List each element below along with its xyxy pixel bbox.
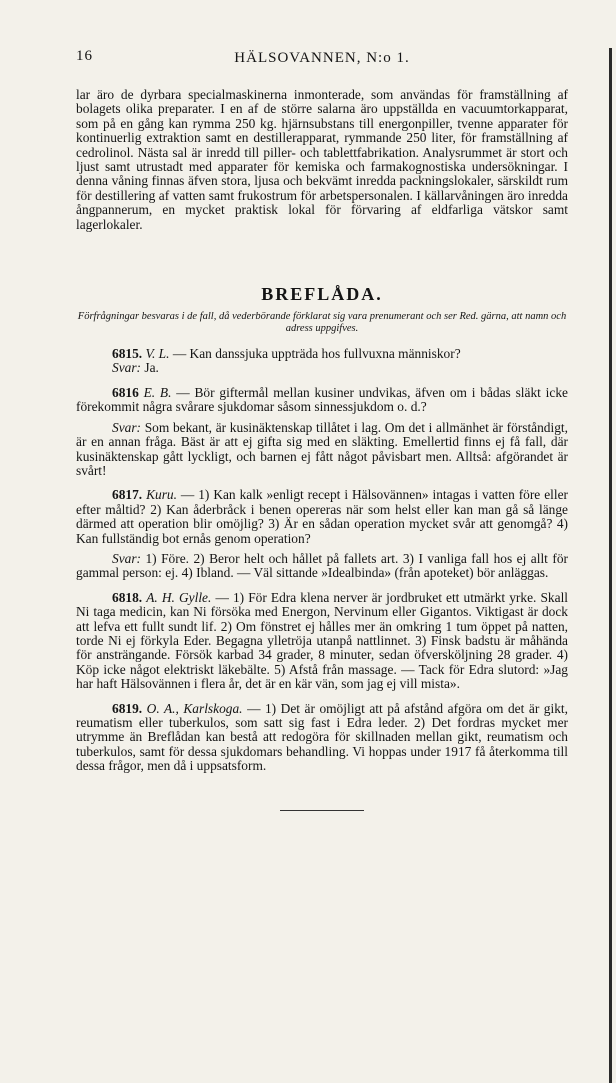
entry-question: — Kan danssjuka uppträda hos fullvuxna människor? bbox=[172, 346, 461, 362]
answer-label: Svar: bbox=[112, 360, 142, 376]
closing-rule bbox=[280, 810, 364, 811]
answer-label: Svar: bbox=[112, 419, 142, 435]
entry-6819 bbox=[76, 702, 568, 774]
entry-question: — 1) Det är omöjligt att på afstånd afgöra om det är gikt, reumatism eller tuberkulos, som satt sig fast i Edra leder. 2) Det fordras mycket mer utrymme än Breflådan kan bestå att redogöra för skillnaden mellan gikt, reumatism och tuberkulos, samt för dessa sjukdomars behandling. Vi hoppas under 1917 få återkomma till dessa frågor, men då i uppsatsform. bbox=[76, 700, 568, 774]
entry-question: — 1) Kan kalk »enligt recept i Hälsovännen» intagas i vatten före eller efter måltid? 2) Kan åderbråck i benen opereras när som helst eller kan man gå så länge därmed att operation blir omöjlig? 3) Är en sådan operation mycket svår att genomgå? 4) Kan fullständig bot ernås genom operation? bbox=[76, 487, 568, 546]
answer bbox=[76, 361, 568, 375]
question bbox=[76, 702, 568, 774]
entry-question: — Bör giftermål mellan kusiner undvikas, äfven om i bådas släkt icke förekommit några svårare sjukdomar såsom sinnessjukdom o. d.? bbox=[76, 384, 568, 415]
entry-name: A. H. Gylle. bbox=[146, 589, 212, 605]
entry-name: E. B. bbox=[143, 384, 172, 400]
question bbox=[76, 488, 568, 546]
entry-number: 6815. bbox=[112, 346, 143, 362]
question bbox=[76, 591, 568, 692]
entry-number: 6818. bbox=[112, 589, 143, 605]
entry-6815 bbox=[76, 347, 568, 376]
entry-6818 bbox=[76, 591, 568, 692]
page bbox=[0, 48, 616, 1083]
entry-name: V. L. bbox=[145, 346, 170, 362]
entry-number: 6817. bbox=[112, 487, 143, 503]
question bbox=[76, 347, 568, 361]
answer-text: Som bekant, är kusinäktenskap tillåtet i lag. Om det i allmänhet är förståndigt, är en annan fråga. Bäst är att ej gifta sig med en släkting. Emellertid finns ej få fall, där kusinäktenskap gått lyckligt, och barnen ej fått något påvisbart men. Alltså: afgörandet är svårt! bbox=[76, 419, 568, 478]
entry-number: 6816 bbox=[112, 384, 139, 400]
answer-label: Svar: bbox=[112, 550, 142, 566]
page-edge bbox=[609, 48, 612, 1083]
entry-name: O. A., Karlskoga. bbox=[146, 700, 243, 716]
entry-number: 6819. bbox=[112, 700, 143, 716]
section-notice: Förfrågningar besvaras i de fall, då vederbörande förklarat sig vara prenumerant och ser Red. gärna, att namn och adress uppgifves. bbox=[77, 311, 567, 335]
entry-6816 bbox=[76, 386, 568, 478]
entry-6817 bbox=[76, 488, 568, 580]
page-number: 16 bbox=[76, 48, 93, 64]
answer bbox=[76, 552, 568, 581]
answer-text: Ja. bbox=[144, 360, 159, 376]
entry-question: — 1) För Edra klena nerver är jordbruket ett utmärkt yrke. Skall Ni taga medicin, kan Ni försöka med Energon, Nervinum eller Gigantos. Viktigast är dock att lefva ett fullt sundt lif. 2) Om fönstret ej hålles mer än omkring 1 tum öppet på natten, torde Ni ej förkyla Eder. Begagna ylletröja utanpå nattlinnet. 3) Finsk badstu är måhända för ansträngande. Försök karbad 34 grader, 8 minuter, sedan öfversköljning 28 grader. 4) Köp icke något elektriskt läkebälte. 5) Afstå från massage. — Tack för Edra slutord: »Jag har haft Hälsovännen i flera år, det är en kär vän, som jag ej vill mista». bbox=[76, 589, 569, 692]
entry-name: Kuru. bbox=[146, 487, 177, 503]
question bbox=[76, 386, 568, 415]
answer bbox=[76, 421, 568, 479]
running-title: HÄLSOVANNEN, N:o 1. bbox=[234, 50, 410, 66]
intro-paragraph: lar äro de dyrbara specialmaskinerna inmonterade, som användas för framställning af bolagets olika preparater. I en af de större salarna äro uppställda en vacuumtorkapparat, som på en gång kan rymma 250 kg. hjärnsubstans till energonpiller, tvenne apparater för kontinuerlig extraktion samt en destillerapparat, rymmande 250 liter, för framställning af cedrolinol. Nästa sal är inredd till piller- och tablettfabrikation. Analysrummet är stort och ljust samt utrustadt med apparater för kemiska och farmakognostiska undersökningar. I denna våning finnas äfven stora, ljusa och bekvämt inredda packningslokaler, särskildt rum för destillering af vatten samt frukostrum för arbetspersonalen. I källarvåningen äro inredda ångpannerum, en mycket praktisk lokal för förvaring af eldfarliga vätskor samt lagerlokaler. bbox=[76, 87, 568, 232]
answer-text: 1) Före. 2) Beror helt och hållet på fallets art. 3) I vanliga fall hos ej allt för gammal person: ej. 4) Ibland. — Väl sittande »Idealbinda» (från apoteket) bör anläggas. bbox=[76, 550, 568, 581]
page-header bbox=[76, 48, 568, 88]
section-title: BREFLÅDA. bbox=[261, 284, 383, 305]
